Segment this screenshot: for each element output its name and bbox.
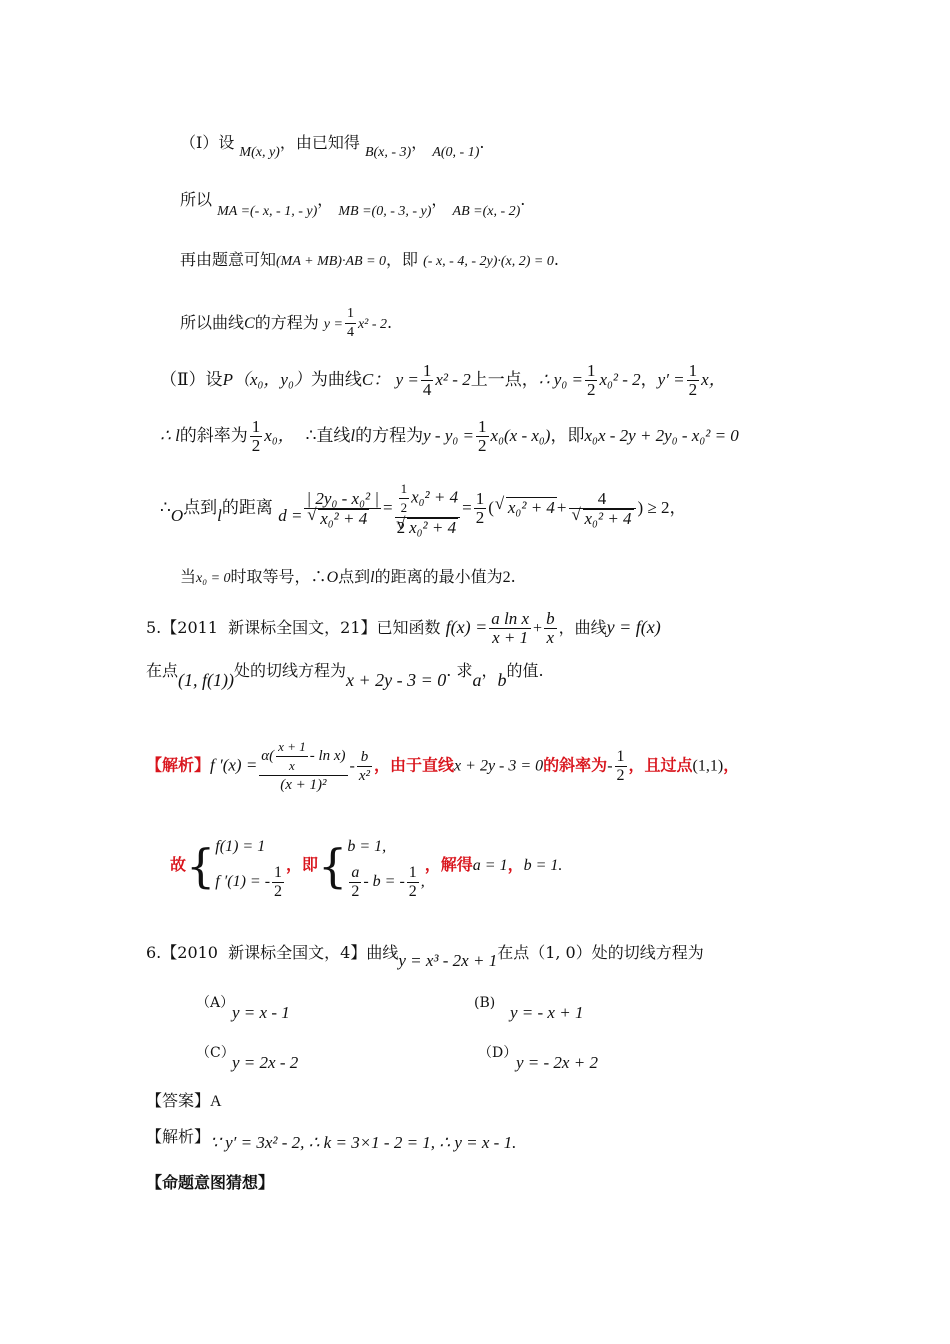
math: x + 2y - 3 = 0 — [454, 757, 544, 775]
math: P（x₀，y₀） — [222, 370, 311, 389]
q6-option-d — [478, 1043, 517, 1063]
text: . — [553, 250, 559, 269]
option-label: （A） — [196, 995, 235, 1011]
q5-line1 — [146, 610, 661, 647]
math: A(0, - 1) — [432, 145, 480, 160]
math: y = x - 1 — [232, 1003, 290, 1022]
numerator: 1 — [616, 747, 625, 765]
brace: { — [186, 838, 216, 893]
text: 5.【2011 — [146, 618, 218, 637]
q6-line1 — [146, 943, 704, 970]
math: x₀， — [264, 426, 295, 445]
text: 上一点， — [470, 370, 539, 390]
math: y = 2x - 2 — [232, 1053, 299, 1072]
fraction: $\frac{1}{4}$ — [422, 361, 432, 399]
answer-value: A — [210, 1093, 222, 1110]
text: 的距离 — [221, 498, 273, 518]
equation: - b = - — [363, 873, 405, 891]
math: (MA + MB)·AB = 0 — [276, 254, 387, 269]
text: 在点（1, 0）处的切线方程为 — [497, 943, 704, 962]
denominator: 2 — [616, 766, 625, 784]
text: 所以曲线 — [180, 313, 245, 332]
text: . — [479, 133, 485, 152]
text: 新课标全国文，4】曲线 — [228, 943, 399, 962]
q6-answer — [146, 1091, 222, 1112]
denominator: 2 — [475, 508, 485, 527]
system-2: b = 1, $\frac{a}{2}$ - b = - $\frac{1}{2}$ , — [347, 830, 424, 901]
text: 的斜率为 — [179, 426, 248, 446]
text: 6.【2010 — [146, 943, 218, 962]
q6-option-d-value — [516, 1053, 598, 1073]
math: y = x³ - 2x + 1 — [398, 951, 498, 970]
text: ， — [507, 855, 524, 874]
math: O — [170, 506, 184, 525]
option-label: （C） — [196, 1045, 235, 1061]
fraction: $\frac{1}{2}$ — [251, 417, 261, 455]
q6-option-b — [474, 993, 495, 1013]
numerator: | 2y₀ - x₀² | — [306, 488, 379, 508]
part2-line3: ∴O点到l的距离 d = | 2y₀ - x₀² | √ x₀² + 4 = $\frac{1}{2}$ x₀² + 4 2√ x₀² + 4 = $\frac{1}{2}$ (√ x₀² + 4 + 4 √ x₀² + 4 ) ≥ 2， — [160, 480, 687, 537]
sol5-line1 — [146, 738, 739, 794]
equation: b = 1, — [347, 838, 387, 855]
math: C — [244, 315, 255, 332]
text: . — [387, 313, 393, 332]
text: （Ⅱ）设 — [160, 370, 223, 390]
text: 的距离的最小值为 — [374, 567, 503, 586]
text: 点到 — [183, 498, 218, 518]
text: 的值. — [506, 661, 544, 680]
math: x₀² - 2 — [599, 370, 641, 389]
math: y = - x + 1 — [510, 1003, 584, 1022]
numerator: a ln x — [491, 609, 530, 628]
math: y - y₀ = — [423, 426, 475, 445]
text: ∴直线 — [305, 426, 351, 446]
fraction — [569, 490, 636, 528]
text: 在点 — [146, 661, 179, 680]
math: b — [497, 670, 507, 690]
text: . — [520, 190, 526, 209]
math: ) ≥ 2， — [637, 498, 687, 517]
part2-line2 — [160, 418, 739, 455]
fraction — [345, 305, 356, 342]
fraction — [474, 490, 487, 527]
math: (- x, - 4, - 2y)·(x, 2) = 0 — [423, 254, 554, 269]
text: 点到 — [338, 567, 371, 586]
text: ∴ — [160, 498, 171, 518]
text: ，即 — [550, 426, 585, 446]
text: ， — [411, 133, 428, 152]
text: （Ⅰ）设 — [180, 133, 235, 152]
math: x + 2y - 3 = 0 — [346, 670, 447, 690]
text: . — [510, 567, 516, 586]
math: x² - 2 — [435, 370, 471, 389]
text: . 求 — [446, 661, 473, 680]
text: ， — [723, 755, 740, 775]
q5-line2 — [146, 660, 544, 690]
text: 再由题意可知 — [180, 250, 277, 269]
math: M(x, y) — [239, 145, 280, 160]
q6-option-c — [196, 1043, 235, 1063]
math: x² - 2 — [357, 317, 388, 332]
math: C： — [361, 370, 391, 389]
sqrt: √ x₀² + 4 — [407, 518, 458, 537]
text: 的方程为 — [355, 426, 424, 446]
q6-option-c-value — [232, 1053, 298, 1073]
math: x₀x - 2y + 2y₀ - x₀² = 0 — [584, 426, 739, 445]
part2-line1 — [160, 362, 726, 399]
math: MA =(- x, - 1, - y) — [217, 204, 318, 219]
numerator: b — [357, 748, 372, 767]
math: α( — [261, 747, 275, 764]
equation: f ′(1) = - — [215, 873, 271, 891]
math: f(x) = — [445, 617, 488, 637]
math: (1,1) — [692, 757, 724, 775]
sqrt: √ x₀² + 4 — [506, 497, 557, 518]
text: ，即 — [386, 250, 419, 269]
math: B(x, - 3) — [364, 145, 412, 160]
math: - — [349, 757, 355, 775]
text: ， — [640, 370, 658, 390]
text: 处的切线方程为 — [234, 661, 347, 680]
text: ， — [481, 661, 498, 680]
text: 为曲线 — [310, 370, 362, 390]
fraction — [357, 748, 372, 785]
part1-line1 — [180, 133, 485, 160]
numerator: 4 — [569, 490, 636, 509]
text: ，且过点 — [628, 755, 693, 775]
text: ，即 — [286, 855, 319, 874]
sqrt: √ x₀² + 4 — [583, 509, 634, 528]
denominator: 4 — [346, 325, 354, 340]
part1-line2 — [180, 190, 526, 219]
fraction: $\frac{1}{2}$ x₀² + 4 2√ x₀² + 4 — [395, 480, 461, 537]
math: y = - 2x + 2 — [516, 1053, 598, 1072]
denominator: x — [289, 758, 295, 773]
math: MB =(0, - 3, - y) — [338, 204, 432, 219]
math: l — [217, 506, 222, 525]
text: 时取等号，∴ — [230, 567, 327, 586]
numerator: 1 — [475, 489, 485, 508]
denominator: x² — [358, 767, 371, 784]
sol5-line2 — [170, 830, 562, 901]
math: O — [326, 569, 339, 586]
solution-tag: 【解析】 — [146, 1127, 211, 1146]
answer-tag: 【答案】 — [146, 1091, 211, 1110]
math: y = f(x) — [606, 617, 661, 637]
math: x₀(x - x₀) — [490, 426, 551, 445]
text: ， — [317, 190, 334, 209]
section-title: 【命题意图猜想】 — [146, 1173, 275, 1192]
q6-option-b-value — [510, 1003, 583, 1023]
math: AB =(x, - 2) — [452, 204, 521, 219]
fraction — [304, 490, 381, 528]
math: l — [350, 426, 356, 445]
intent-heading — [146, 1173, 274, 1193]
math: a = 1 — [472, 857, 508, 874]
solution-tag: 【解析】 — [146, 755, 211, 775]
numerator: a — [351, 864, 360, 881]
numerator: 1 — [345, 305, 356, 324]
text: 的斜率为 — [543, 755, 608, 775]
math: = — [383, 498, 393, 517]
math: = — [462, 498, 472, 517]
part1-line4 — [180, 305, 392, 342]
equation: f(1) = 1 — [215, 838, 266, 855]
denominator: x — [546, 628, 555, 647]
fraction — [259, 738, 347, 794]
math: f ′(x) = — [210, 755, 258, 775]
fraction: $\frac{1}{2}$ — [586, 361, 596, 399]
text: ，由已知得 — [279, 133, 360, 152]
math: d = — [278, 506, 303, 525]
fraction — [615, 748, 627, 785]
denominator: x + 1 — [492, 628, 529, 647]
numerator: x₀² + 4 — [411, 487, 459, 507]
denominator: 2 — [351, 883, 360, 900]
fraction — [544, 610, 557, 647]
part1-line3 — [180, 250, 559, 272]
math: (1, f(1)) — [178, 670, 234, 690]
text: 当 — [180, 567, 197, 586]
brace: { — [318, 838, 348, 893]
math: - — [607, 757, 613, 775]
math: y = — [395, 370, 419, 389]
math: + — [556, 498, 567, 517]
math: ∵ y′ = 3x² - 2, ∴ k = 3×1 - 2 = 1, ∴ y = x - 1. — [210, 1133, 517, 1152]
system-1: f(1) = 1 f ′(1) = - $\frac{1}{2}$ — [215, 830, 286, 901]
math: - ln x) — [309, 747, 346, 764]
sqrt: √ x₀² + 4 — [318, 509, 369, 528]
math: y′ = — [657, 370, 685, 389]
q6-option-a-value — [232, 1003, 290, 1023]
math: x， — [701, 370, 726, 389]
text: ，曲线 — [558, 618, 607, 637]
math: y = — [323, 317, 343, 332]
math: l — [370, 569, 375, 586]
fraction: $\frac{1}{2}$ — [688, 361, 698, 399]
text: ，由于直线 — [374, 755, 455, 775]
math: b = 1. — [523, 857, 563, 874]
math: ∴ y₀ = — [538, 370, 583, 389]
numerator: x + 1 — [276, 738, 308, 757]
math: + — [533, 620, 543, 637]
fraction: $\frac{1}{2}$ — [478, 417, 487, 455]
option-label: (B) — [474, 995, 496, 1011]
option-label: （D） — [478, 1045, 518, 1061]
text: 故 — [170, 855, 187, 874]
math: x₀ = 0 — [196, 571, 231, 586]
fraction — [489, 610, 531, 647]
q6-solution — [146, 1127, 517, 1152]
text: 新课标全国文，21】已知函数 — [228, 618, 441, 637]
q6-option-a — [196, 993, 234, 1013]
text: ， — [431, 190, 448, 209]
text: 所以 — [180, 190, 213, 209]
math: 2 — [502, 569, 511, 586]
part2-line4 — [180, 567, 516, 589]
text: ，解得 — [424, 855, 473, 874]
denominator: (x + 1)² — [280, 777, 327, 793]
math: ∴ l — [160, 426, 180, 445]
text: 的方程为 — [254, 313, 319, 332]
numerator: b — [546, 609, 555, 628]
math: a — [472, 670, 482, 690]
